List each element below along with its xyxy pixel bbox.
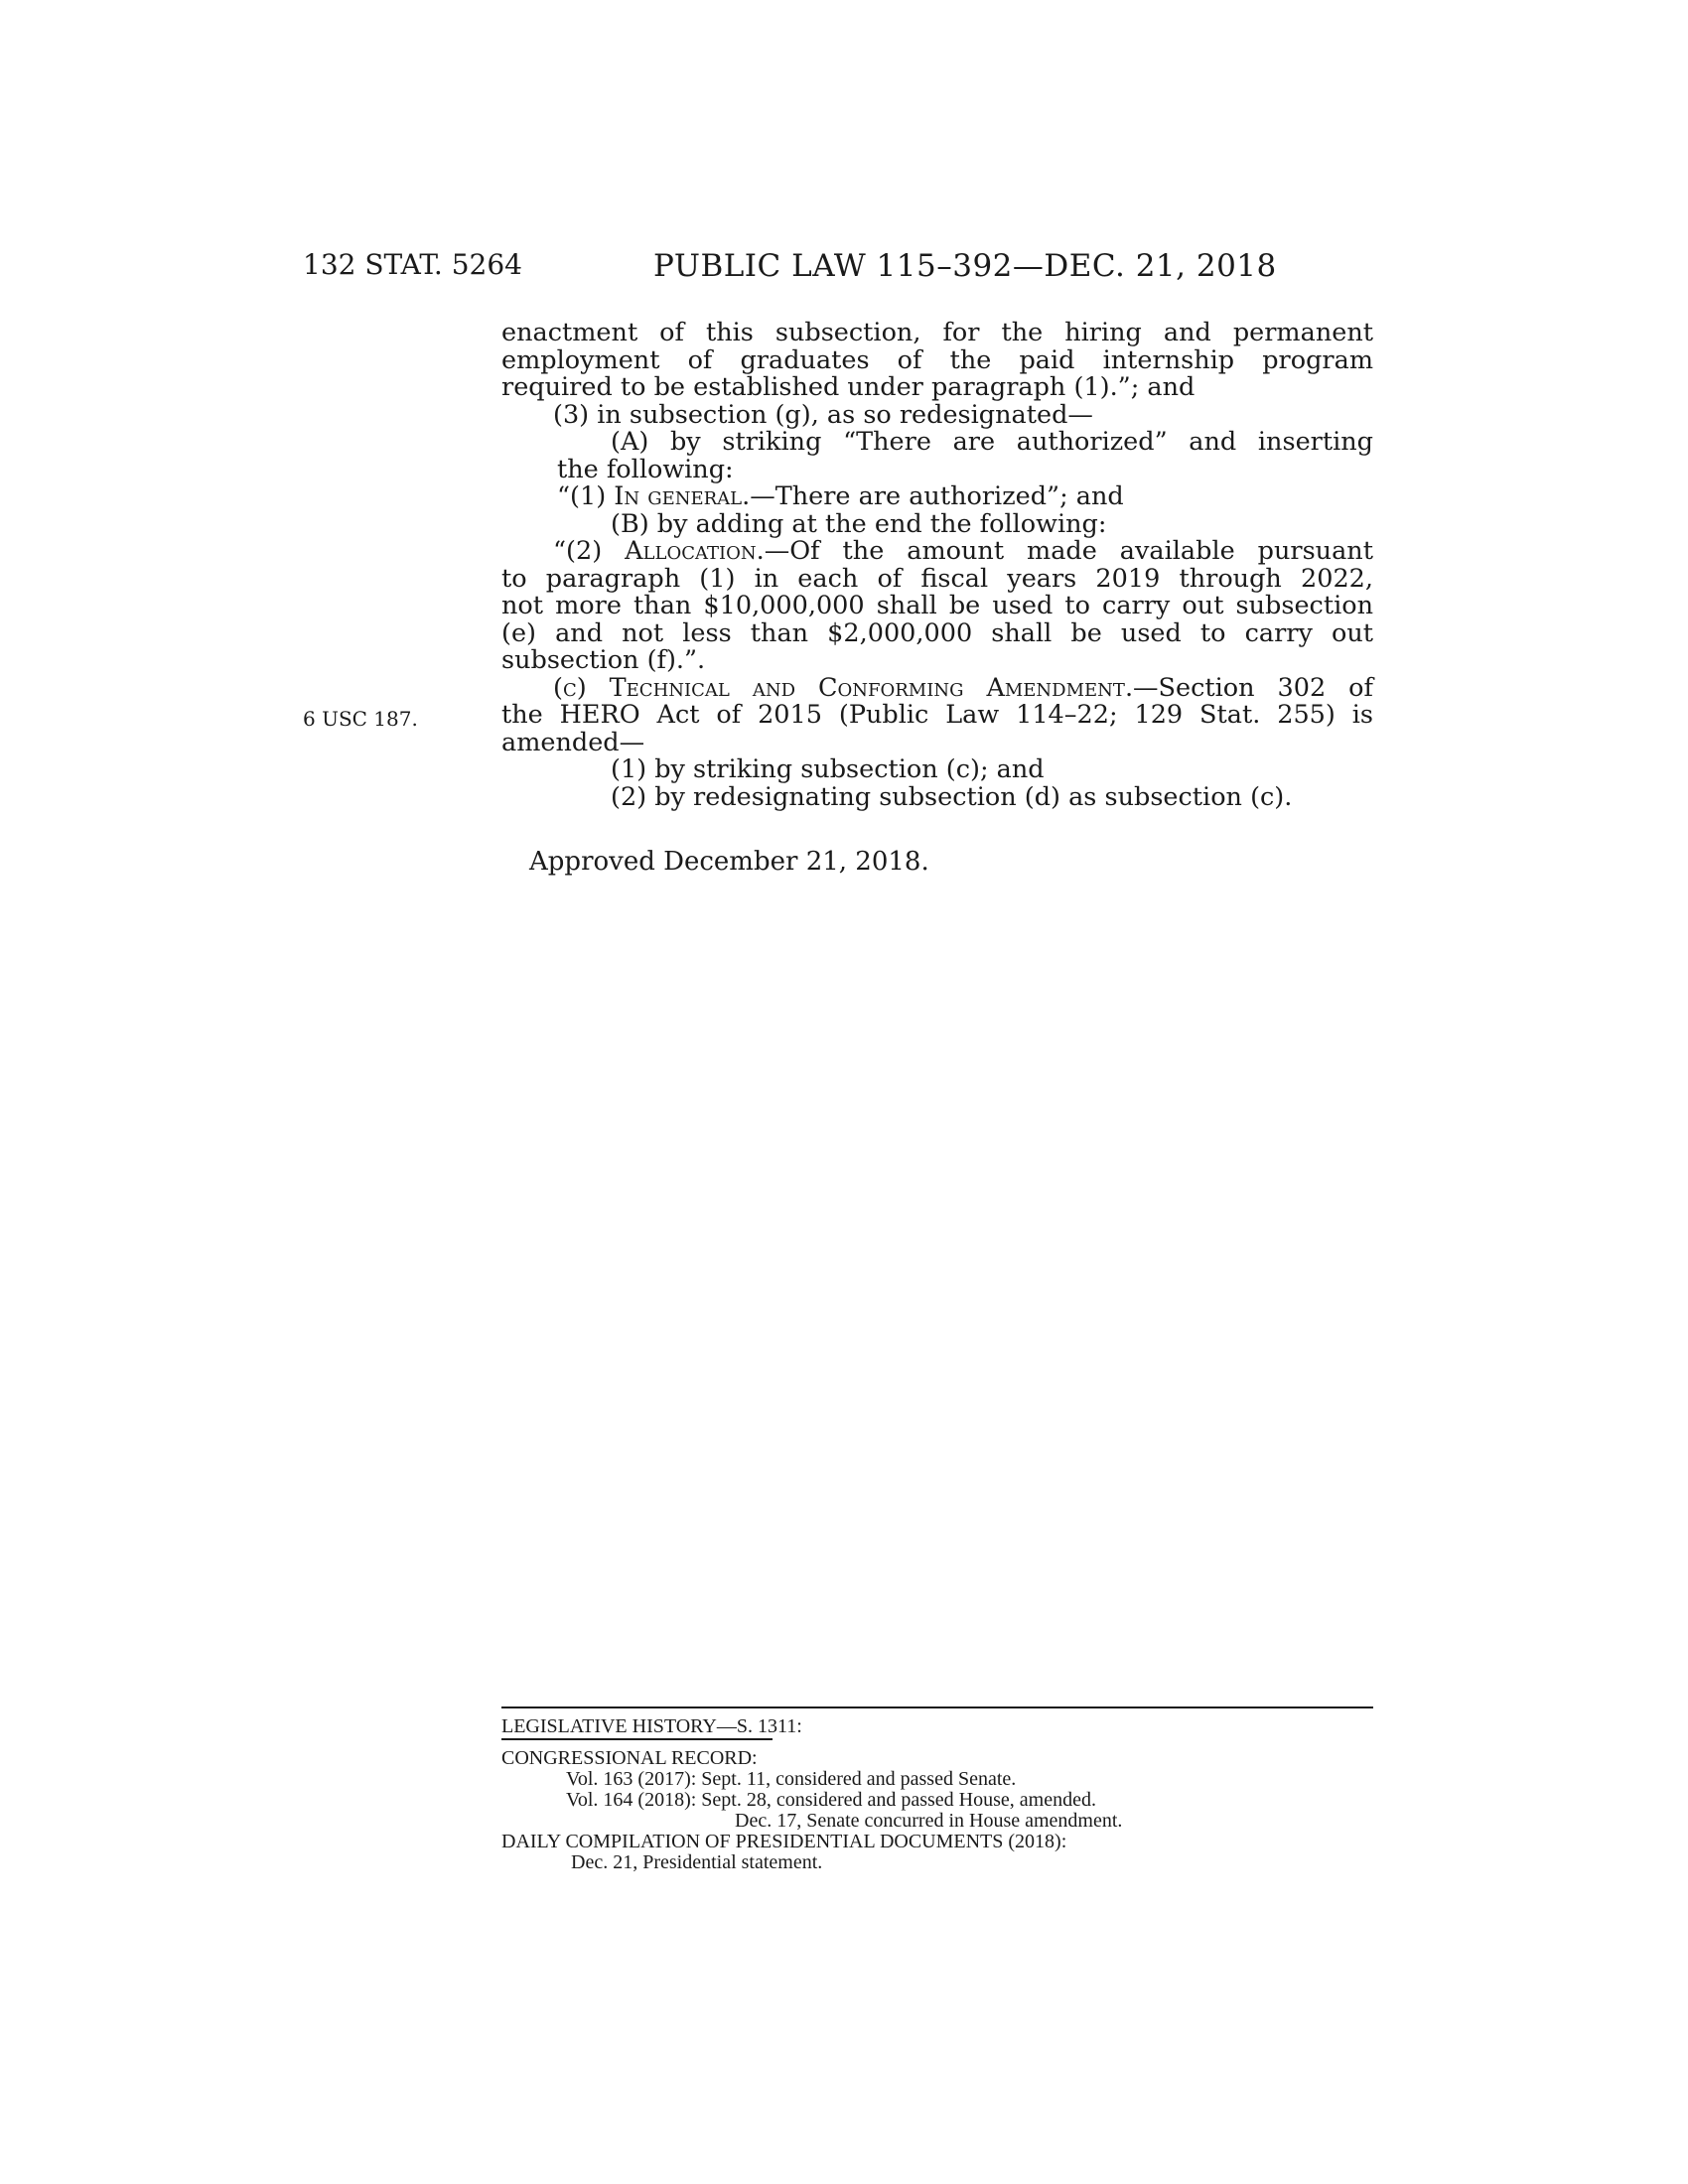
body-line-17: (1) by striking subsection (c); and xyxy=(611,754,1045,784)
body-line-9 xyxy=(501,538,1373,566)
body-line-14 xyxy=(501,672,1373,703)
body-line-8: (B) by adding at the end the following: xyxy=(611,508,1107,539)
body-line-3: required to be established under paragraph (1).”; and xyxy=(501,372,1196,402)
heading-in-general: “(1) In general xyxy=(557,481,743,511)
body-line-7-rest: .—There are authorized”; and xyxy=(742,481,1124,511)
body-line-15: the HERO Act of 2015 (Public Law 114–22; 129 Stat. 255) is xyxy=(501,700,1373,730)
body-line-7 xyxy=(501,483,1373,511)
body-line-11: not more than $10,000,000 shall be used to carry out subsection xyxy=(501,591,1373,620)
approval-date: Approved December 21, 2018. xyxy=(529,847,929,877)
vol-163-entry: Vol. 163 (2017): Sept. 11, considered and passed Senate. xyxy=(566,1768,1017,1790)
body-line-2: employment of graduates of the paid internship program xyxy=(501,344,1373,375)
heading-technical-amendment: (c) Technical and Conforming Amendment xyxy=(553,672,1125,703)
body-line-1: enactment of this subsection, for the hiring and permanent xyxy=(501,318,1373,347)
vol-164-entry: Vol. 164 (2018): Sept. 28, considered and passed House, amended. xyxy=(566,1789,1096,1811)
body-line-18: (2) by redesignating subsection (d) as subsection (c). xyxy=(611,781,1293,812)
statute-body xyxy=(501,320,1373,811)
heading-allocation: “(2) Allocation xyxy=(553,536,757,566)
body-line-12: (e) and not less than $2,000,000 shall be used to carry out xyxy=(501,617,1373,648)
body-line-10: to paragraph (1) in each of fiscal years 2019 through 2022, xyxy=(501,563,1373,594)
congressional-record-heading: CONGRESSIONAL RECORD: xyxy=(501,1747,758,1769)
margin-citation: 6 USC 187. xyxy=(303,707,418,731)
body-line-9-rest: .—Of the amount made available pursuant xyxy=(756,536,1373,566)
title-underline xyxy=(501,1738,773,1740)
body-line-5: (A) by striking “There are authorized” and inserting xyxy=(611,427,1373,457)
body-line-6: the following: xyxy=(557,454,734,484)
daily-compilation-heading: DAILY COMPILATION OF PRESIDENTIAL DOCUMENTS (2018): xyxy=(501,1831,1067,1852)
body-line-14-rest: .—Section 302 of xyxy=(1124,672,1373,703)
body-line-4: (3) in subsection (g), as so redesignated— xyxy=(553,399,1093,430)
legislative-history-title: LEGISLATIVE HISTORY—S. 1311: xyxy=(501,1715,802,1737)
stat-page-reference: 132 STAT. 5264 xyxy=(303,248,522,281)
dec-17-entry: Dec. 17, Senate concurred in House amendment. xyxy=(735,1810,1123,1832)
dec-21-entry: Dec. 21, Presidential statement. xyxy=(571,1851,823,1873)
body-line-13: subsection (f).”. xyxy=(501,645,706,675)
footnote-divider xyxy=(501,1706,1373,1708)
running-head: PUBLIC LAW 115–392—DEC. 21, 2018 xyxy=(653,248,1277,284)
body-line-16: amended— xyxy=(501,727,645,757)
